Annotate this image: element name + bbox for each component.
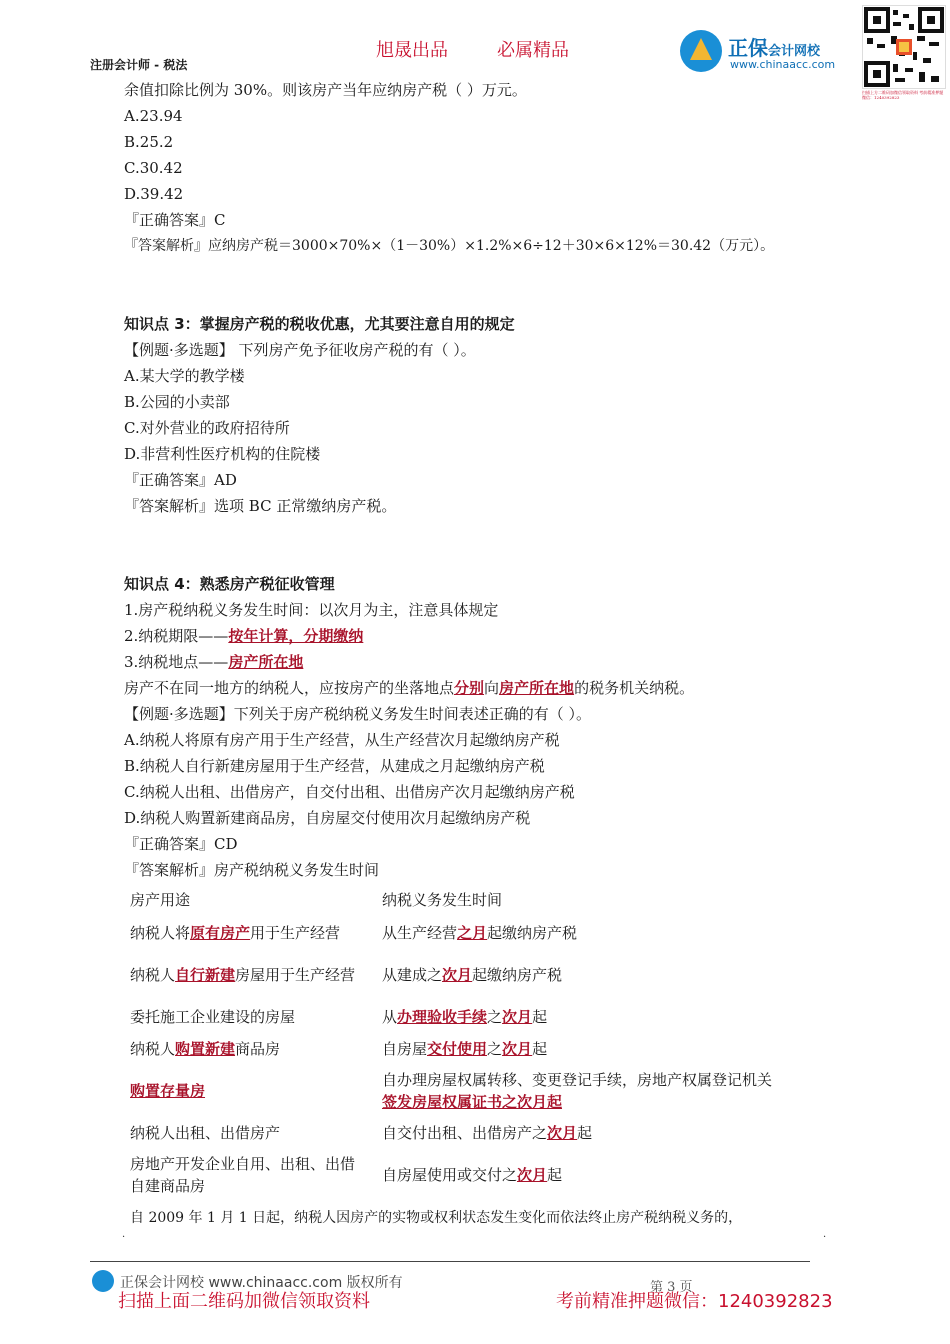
promo-left: 扫描上面二维码加微信领取资料: [118, 1291, 370, 1312]
kp4-option-a: A.纳税人将原有房产用于生产经营，从生产经营次月起缴纳房产税: [124, 731, 560, 749]
kp4-title: 知识点 4：熟悉房产税征收管理: [124, 575, 335, 593]
table-row: 委托施工企业建设的房屋 从办理验收手续之次月起: [130, 1008, 548, 1026]
table-row: 购置存量房 自办理房屋权属转移、变更登记手续，房地产权属登记机关 签发房屋权属证书之次月起: [130, 1071, 773, 1111]
logo-icon: [680, 30, 722, 72]
table-header-row: [120, 883, 828, 917]
kp4-stem: 【例题·多选题】下列关于房产税纳税义务发生时间表述正确的有（ ）。: [124, 705, 592, 723]
promo-right: 考前精准押题微信：1240392823: [556, 1291, 833, 1312]
kp3-option-a: A.某大学的教学楼: [124, 367, 245, 385]
logo-suffix: 会计网校: [768, 44, 821, 59]
kp3-option-b: B.公园的小卖部: [124, 393, 230, 411]
kp3-answer: 『正确答案』AD: [124, 471, 237, 489]
table-header-cell: 纳税义务发生时间: [382, 891, 503, 909]
brand-logo[interactable]: [680, 30, 860, 74]
q1-option-b: B.25.2: [124, 133, 174, 151]
subject-title: 注册会计师 - 税法: [90, 58, 188, 72]
q1-answer: 『正确答案』C: [124, 211, 226, 229]
table-row: 房地产开发企业自用、出租、出借自建商品房 自房屋使用或交付之次月起: [130, 1155, 563, 1195]
kp4-item-2-highlight: 按年计算，分期缴纳: [228, 627, 364, 645]
logo-name: 正保: [728, 36, 768, 60]
slogan-right: 必属精品: [497, 40, 569, 61]
kp4-item-2: 2.纳税期限——按年计算，分期缴纳: [124, 627, 364, 645]
slogan-left: 旭晟出品: [376, 40, 448, 61]
kp4-option-d: D.纳税人购置新建商品房，自房屋交付使用次月起缴纳房产税: [124, 809, 531, 827]
qr-code-icon: [862, 5, 946, 89]
kp4-item-1: 1.房产税纳税义务发生时间：以次月为主，注意具体规定: [124, 601, 499, 619]
table-header-cell: 房产用途: [130, 891, 191, 909]
tail-paragraph: 自 2009 年 1 月 1 日起，纳税人因房产的实物或权利状态发生变化而依法终止房产税纳税义务的，: [130, 1210, 743, 1226]
kp4-note: 房产不在同一地方的纳税人，应按房产的坐落地点分别向房产所在地的税务机关纳税。: [124, 679, 695, 697]
table-row: 纳税人出租、出借房产 自交付出租、出借房产之次月起: [130, 1124, 593, 1142]
kp3-option-c: C.对外营业的政府招待所: [124, 419, 290, 437]
corner-mark: ·: [823, 1232, 827, 1243]
kp3-stem: 【例题·多选题】 下列房产免予征收房产税的有（ ）。: [124, 341, 476, 359]
kp4-analysis: 『答案解析』房产税纳税义务发生时间: [124, 861, 380, 879]
kp4-item-3: 3.纳税地点——房产所在地: [124, 653, 304, 671]
q1-option-d: D.39.42: [124, 185, 184, 203]
logo-url: www.chinaacc.com: [730, 58, 836, 71]
footer-copyright: 正保会计网校 www.chinaacc.com 版权所有: [120, 1275, 403, 1291]
kp3-option-d: D.非营利性医疗机构的住院楼: [124, 445, 321, 463]
kp4-option-c: C.纳税人出租、出借房产，自交付出租、出借房产次月起缴纳房产税: [124, 783, 575, 801]
q1-option-c: C.30.42: [124, 159, 183, 177]
table-row: 纳税人自行新建房屋用于生产经营 从建成之次月起缴纳房产税: [130, 966, 563, 984]
tax-time-table: [120, 883, 828, 1201]
kp3-title: 知识点 3：掌握房产税的税收优惠，尤其要注意自用的规定: [124, 315, 515, 333]
q1-option-a: A.23.94: [124, 107, 183, 125]
kp4-item-3-highlight: 房产所在地: [228, 653, 304, 671]
qr-note: 扫描上方二维码加微信领取资料 考前精准押题微信：1240392823: [862, 90, 944, 100]
kp3-analysis: 『答案解析』选项 BC 正常缴纳房产税。: [124, 497, 397, 515]
corner-mark: ·: [122, 1232, 126, 1243]
table-row: 纳税人将原有房产用于生产经营 从生产经营之月起缴纳房产税: [130, 924, 578, 942]
footer-divider: [90, 1261, 810, 1262]
kp4-answer: 『正确答案』CD: [124, 835, 238, 853]
page-number: 第 3 页: [650, 1280, 693, 1295]
kp4-option-b: B.纳税人自行新建房屋用于生产经营，从建成之月起缴纳房产税: [124, 757, 545, 775]
footer-logo-icon: [92, 1270, 114, 1292]
table-row: 纳税人购置新建商品房 自房屋交付使用之次月起: [130, 1040, 548, 1058]
q1-analysis: 『答案解析』应纳房产税＝3000×70%×（1－30%）×1.2%×6÷12＋30×6×12%＝30.42（万元）。: [124, 238, 775, 254]
q1-stem-tail: 余值扣除比例为 30%。则该房产当年应纳房产税（ ）万元。: [124, 81, 527, 99]
